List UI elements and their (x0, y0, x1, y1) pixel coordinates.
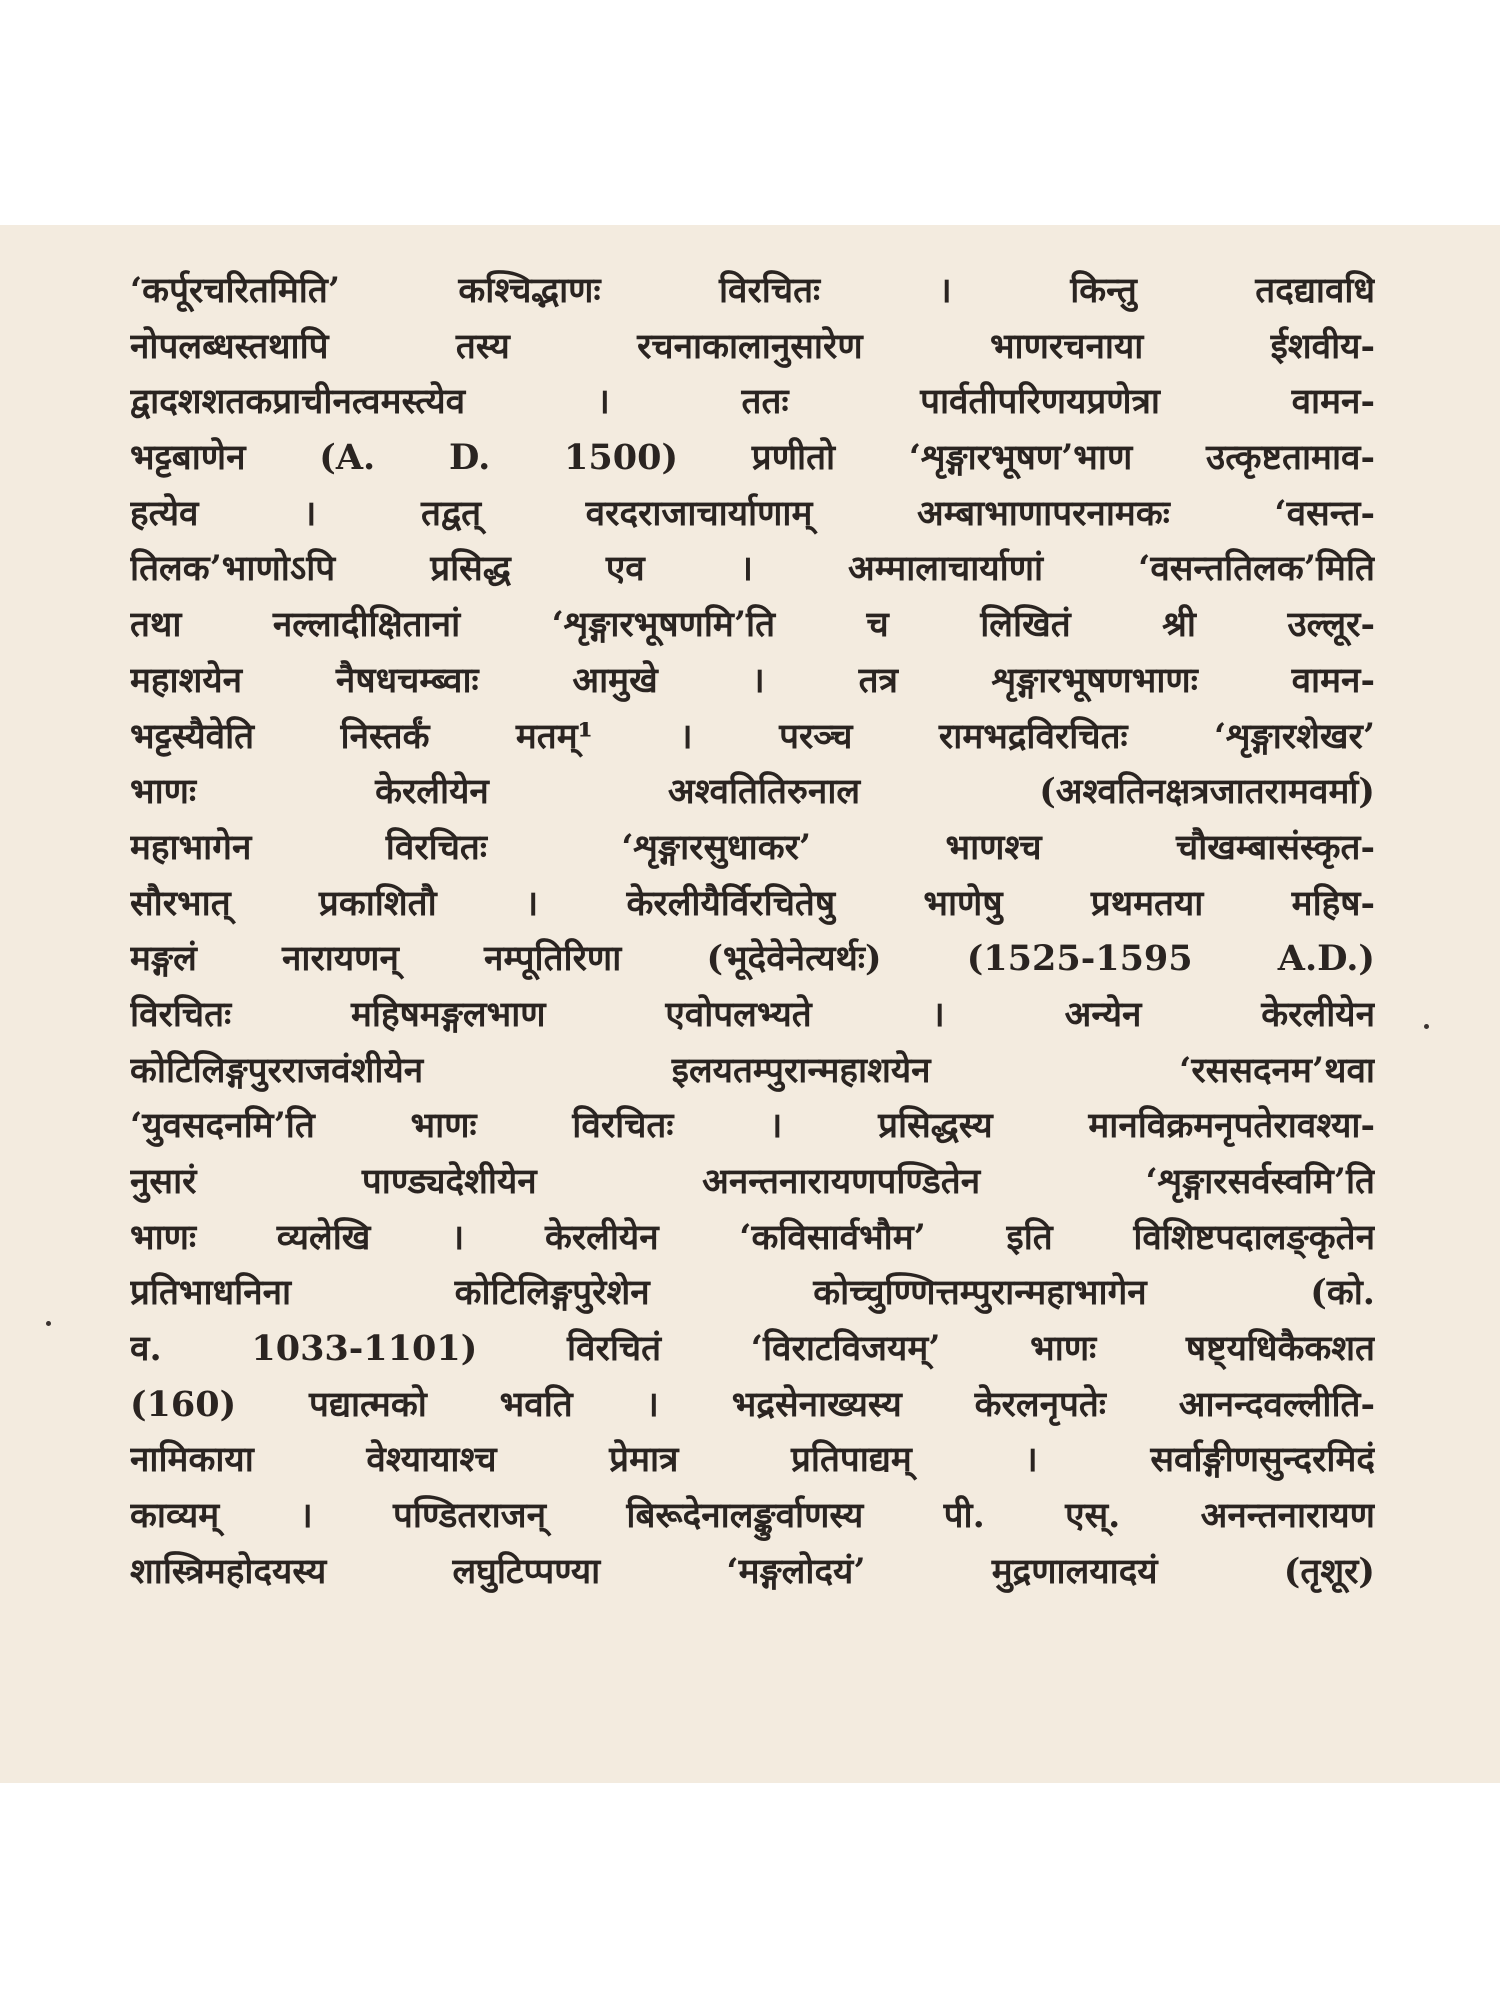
text-line: नुसारं पाण्ड्यदेशीयेन अनन्तनारायणपण्डितेन ‘शृङ्गारसर्वस्वमि’ति (130, 1161, 1375, 1202)
text-line: सौरभात् प्रकाशितौ । केरलीयैर्विरचितेषु भाणेषु प्रथमतया महिष- (130, 882, 1375, 924)
text-line: (160) पद्यात्मको भवति । भद्रसेनाख्यस्य केरलनृपतेः आनन्दवल्लीति- (130, 1383, 1375, 1425)
text-line: ‘कर्पूरचरितमिति’ कश्चिद्भाणः विरचितः । किन्तु तदद्यावधि (130, 270, 1375, 311)
text-line: ‘युवसदनमि’ति भाणः विरचितः । प्रसिद्धस्य मानविक्रमनृपतेरावश्या- (130, 1105, 1375, 1147)
text-line: नोपलब्धस्तथापि तस्य रचनाकालानुसारेण भाणरचनाया ईशवीय- (130, 325, 1375, 367)
text-line: तथा नल्लादीक्षितानां ‘शृङ्गारभूषणमि’ति च लिखितं श्री उल्लूर- (130, 604, 1375, 646)
text-line: तिलक’भाणोऽपि प्रसिद्ध एव । अम्मालाचार्याणां ‘वसन्ततिलक’मिति (130, 548, 1375, 590)
text-line: महाभागेन विरचितः ‘शृङ्गारसुधाकर’ भाणश्च चौखम्बासंस्कृत- (130, 826, 1375, 868)
text-line: मङ्गलं नारायणन् नम्पूतिरिणा (भूदेवेनेत्यर्थः) (1525-1595 A.D.) (130, 938, 1375, 980)
text-line: द्वादशशतकप्राचीनत्वमस्त्येव । ततः पार्वतीपरिणयप्रणेत्रा वामन- (130, 381, 1375, 423)
text-line: भट्टस्यैवेति निस्तर्कं मतम्¹ । परञ्च रामभद्रविरचितः ‘शृङ्गारशेखर’ (130, 715, 1375, 757)
text-line: काव्यम् । पण्डितराजन् बिरूदेनालङ्कुर्वाणस्य पी. एस्. अनन्तनारायण (130, 1495, 1375, 1537)
speck-mark (1424, 1024, 1429, 1029)
text-line: हत्येव । तद्वत् वरदराजाचार्याणाम् अम्बाभाणापरनामकः ‘वसन्त- (130, 492, 1375, 534)
text-line: प्रतिभाधनिना कोटिलिङ्गपुरेशेन कोच्चुण्णित्तम्पुरान्महाभागेन (को. (130, 1272, 1375, 1314)
body-text (130, 263, 1375, 1600)
text-line: भाणः व्यलेखि । केरलीयेन ‘कविसार्वभौम’ इति विशिष्टपदालङ्कृतेन (130, 1216, 1375, 1258)
text-line: शास्त्रिमहोदयस्य लघुटिप्पण्या ‘मङ्गलोदयं’ मुद्रणालयादयं (तृशूर) (130, 1550, 1375, 1592)
text-line: नामिकाया वेश्यायाश्च प्रेमात्र प्रतिपाद्यम् । सर्वाङ्गीणसुन्दरमिदं (130, 1439, 1375, 1481)
text-line: भाणः केरलीयेन अश्वतितिरुनाल (अश्वतिनक्षत्रजातरामवर्मा) (130, 771, 1375, 813)
text-line: कोटिलिङ्गपुरराजवंशीयेन इलयतम्पुरान्महाशयेन ‘रससदनम’थवा (130, 1049, 1375, 1091)
speck-mark (46, 1321, 51, 1326)
text-line: विरचितः महिषमङ्गलभाण एवोपलभ्यते । अन्येन केरलीयेन (130, 993, 1375, 1035)
text-line: महाशयेन नैषधचम्ब्वाः आमुखे । तत्र शृङ्गारभूषणभाणः वामन- (130, 659, 1375, 701)
text-line: भट्टबाणेन (A. D. 1500) प्रणीतो ‘शृङ्गारभूषण’भाण उत्कृष्टतामाव- (130, 437, 1375, 479)
text-line: व. 1033-1101) विरचितं ‘विराटविजयम्’ भाणः षष्ट्यधिकैकशत (130, 1328, 1375, 1370)
